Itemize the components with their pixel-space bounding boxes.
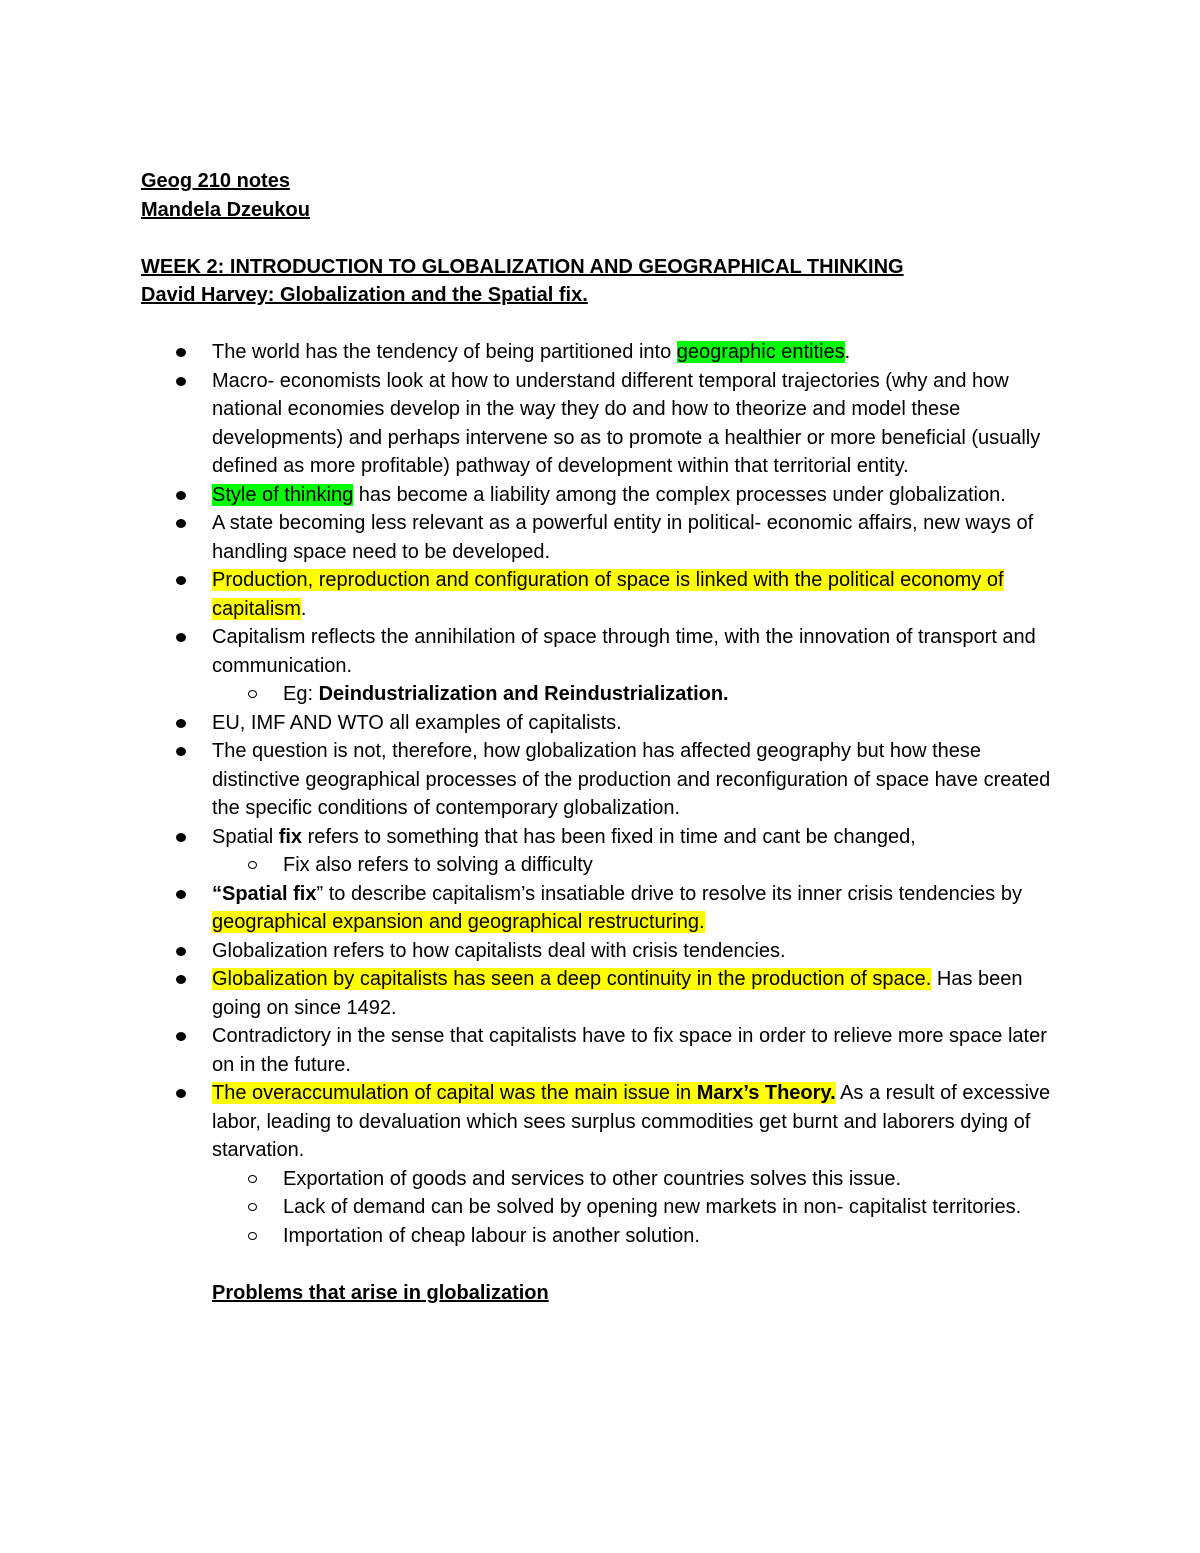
circle-bullet-icon [248, 1203, 257, 1211]
notes-list [141, 338, 1071, 1250]
circle-bullet-icon [248, 1232, 257, 1240]
list-item: Style of thinking has become a liability among the complex processes under globalization. [212, 481, 1071, 510]
sub-list [212, 680, 1071, 709]
sub-list [212, 1165, 1071, 1251]
document-page [141, 167, 1071, 1307]
bullet-icon [176, 747, 186, 756]
bullet-icon [176, 519, 186, 528]
list-item: A state becoming less relevant as a powerful entity in political- economic affairs, new ways of handling space need to be developed. [212, 509, 1071, 566]
highlight-green: Style of thinking [212, 483, 354, 506]
list-item: “Spatial fix” to describe capitalism’s insatiable drive to resolve its inner crisis tendencies by geographical expansion and geographical restructuring. [212, 880, 1071, 937]
week-heading: WEEK 2: INTRODUCTION TO GLOBALIZATION AND GEOGRAPHICAL THINKING [141, 255, 904, 278]
author-name: Mandela Dzeukou [141, 198, 310, 221]
sub-list-item: Importation of cheap labour is another solution. [283, 1222, 1071, 1251]
list-item: The overaccumulation of capital was the main issue in Marx’s Theory. As a result of excessive labor, leading to devaluation which sees surplus commodities get burnt and laborers dying of starvation. Exportation of goods and services to other countries solves this issue. Lack of demand can be solved by opening new markets in non- capitalist territories. Importation of cheap labour is another solution. [212, 1079, 1071, 1250]
list-item: The question is not, therefore, how globalization has affected geography but how these distinctive geographical processes of the production and reconfiguration of space have created the specific conditions of contemporary globalization. [212, 737, 1071, 823]
bullet-icon [176, 348, 186, 357]
sub-list-item: Exportation of goods and services to other countries solves this issue. [283, 1165, 1071, 1194]
circle-bullet-icon [248, 690, 257, 698]
bullet-icon [176, 833, 186, 842]
section-heading: Problems that arise in globalization [212, 1281, 549, 1304]
bullet-icon [176, 1032, 186, 1041]
bullet-icon [176, 947, 186, 956]
bullet-icon [176, 633, 186, 642]
spacer [141, 310, 1071, 339]
highlight-yellow: The overaccumulation of capital was the main issue in Marx’s Theory. [212, 1082, 836, 1104]
list-item: Globalization by capitalists has seen a deep continuity in the production of space. Has been going on since 1492. [212, 965, 1071, 1022]
sub-list-item: Lack of demand can be solved by opening new markets in non- capitalist territories. [283, 1193, 1071, 1222]
highlight-yellow: Production, reproduction and configuration of space is linked with the political economy of capitalism [212, 569, 1004, 620]
highlight-yellow: Globalization by capitalists has seen a deep continuity in the production of space. [212, 968, 932, 990]
bullet-icon [176, 975, 186, 984]
bullet-icon [176, 890, 186, 899]
spacer [141, 224, 1071, 253]
sub-list-item: Fix also refers to solving a difficulty [283, 851, 1071, 880]
list-item: Capitalism reflects the annihilation of space through time, with the innovation of transport and communication. Eg: Deindustrialization and Reindustrialization. [212, 623, 1071, 709]
bullet-icon [176, 491, 186, 500]
list-item: The world has the tendency of being partitioned into geographic entities. [212, 338, 1071, 367]
list-item: Spatial fix refers to something that has been fixed in time and cant be changed, Fix also refers to solving a difficulty [212, 823, 1071, 880]
list-item: Production, reproduction and configuration of space is linked with the political economy of capitalism. [212, 566, 1071, 623]
highlight-green: geographic entities [676, 341, 845, 363]
sub-list [212, 851, 1071, 880]
bullet-icon [176, 1089, 186, 1098]
list-item: EU, IMF AND WTO all examples of capitalists. [212, 709, 1071, 738]
list-item: Globalization refers to how capitalists deal with crisis tendencies. [212, 937, 1071, 966]
circle-bullet-icon [248, 1175, 257, 1183]
list-item: Contradictory in the sense that capitalists have to fix space in order to relieve more space later on in the future. [212, 1022, 1071, 1079]
sub-list-item: Eg: Deindustrialization and Reindustrialization. [283, 680, 1071, 709]
highlight-yellow: geographical expansion and geographical restructuring. [212, 911, 705, 933]
bullet-icon [176, 576, 186, 585]
course-title: Geog 210 notes [141, 170, 290, 192]
spacer [141, 1250, 1071, 1279]
circle-bullet-icon [248, 861, 257, 869]
bullet-icon [176, 377, 186, 386]
bullet-icon [176, 719, 186, 728]
reading-heading: David Harvey: Globalization and the Spatial fix. [141, 284, 588, 306]
list-item: Macro- economists look at how to understand different temporal trajectories (why and how national economies develop in the way they do and how to theorize and model these developments) and perhaps intervene so as to promote a healthier or more beneficial (usually defined as more profitable) pathway of development within that territorial entity. [212, 367, 1071, 481]
